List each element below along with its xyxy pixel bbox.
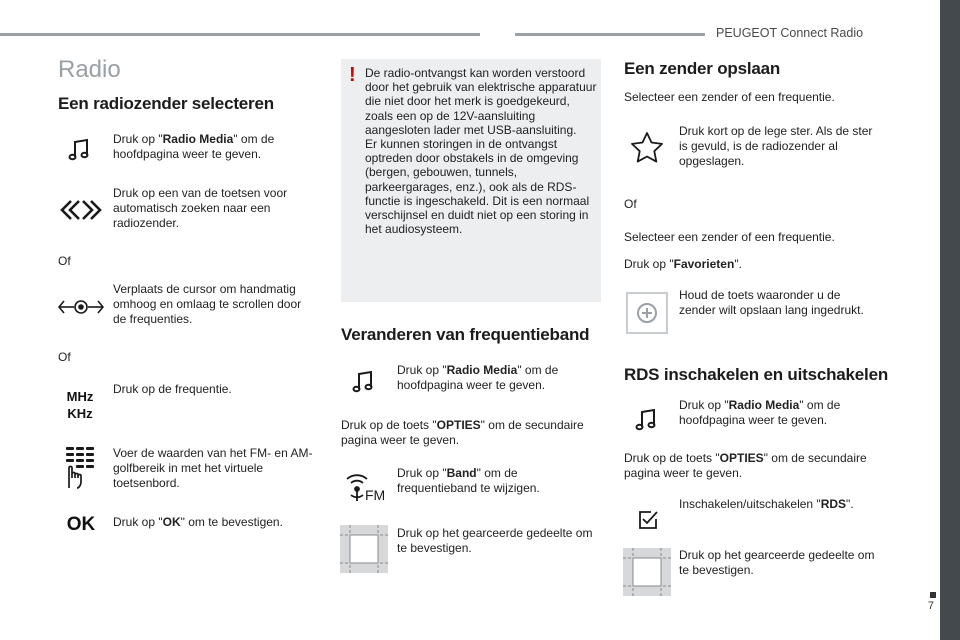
khz-label: KHz xyxy=(67,406,93,421)
keypad-touch-icon xyxy=(60,444,98,490)
music-note-icon xyxy=(348,366,378,396)
mhz-label: MHz xyxy=(66,389,94,404)
or-text-1: Of xyxy=(58,254,71,268)
tuning-slider-icon xyxy=(58,294,104,320)
checkbox-checked-icon xyxy=(636,508,660,532)
step-confirm-ok: Druk op "OK" om te bevestigen. xyxy=(113,515,283,529)
music-note-icon xyxy=(631,404,661,434)
music-note-icon xyxy=(64,134,94,164)
step-radio-media-3: Druk op "Radio Media" om de hoofdpagina weer te geven. xyxy=(679,398,841,427)
star-outline-icon xyxy=(628,129,666,167)
header-rule-left xyxy=(0,33,480,36)
radio-wave-icon xyxy=(343,471,387,507)
step-options: Druk op de toets "OPTIES" om de secundaire pagina weer te geven. xyxy=(341,418,584,447)
intro-select: Selecteer een zender of een frequentie. xyxy=(624,90,835,104)
step-options-2: Druk op de toets "OPTIES" om de secundaire pagina weer te geven. xyxy=(624,451,867,480)
side-bar xyxy=(940,0,960,640)
frequency-unit-icon xyxy=(60,387,100,423)
step-shaded-confirm: Druk op het gearceerde gedeelte om te bevestigen. xyxy=(397,526,593,555)
step-star: Druk kort op de lege ster. Als de ster is gevuld, is de radiozender al opgeslagen. xyxy=(679,124,873,168)
step-manual-tune: Verplaats de cursor om handmatig omhoog en omlaag te scrollen door de frequenties. xyxy=(113,282,302,326)
step-hold-preset: Houd de toets waaronder u de zender wilt opslaan lang ingedrukt. xyxy=(679,288,864,317)
band-fm-label: FM xyxy=(365,487,386,503)
warning-exclamation-icon: ! xyxy=(349,64,356,86)
running-header: PEUGEOT Connect Radio xyxy=(716,26,864,40)
heading-change-band: Veranderen van frequentieband xyxy=(341,325,590,344)
step-shaded-confirm-2: Druk op het gearceerde gedeelte om te bevestigen. xyxy=(679,548,875,577)
step-radio-media-2: Druk op "Radio Media" om de hoofdpagina weer te geven. xyxy=(397,363,559,392)
step-band: Druk op "Band" om de frequentieband te wijzigen. xyxy=(397,466,540,495)
step-rds-toggle: Inschakelen/uitschakelen "RDS". xyxy=(679,497,854,511)
shaded-area-icon xyxy=(340,525,388,573)
step-radio-media: Druk op "Radio Media" om de hoofdpagina weer te geven. xyxy=(113,132,275,161)
step-favorites: Druk op "Favorieten". xyxy=(624,257,742,271)
ok-icon: OK xyxy=(66,514,96,535)
shaded-area-icon xyxy=(623,548,671,596)
seek-arrows-icon xyxy=(58,196,104,224)
intro-select-2: Selecteer een zender of een frequentie. xyxy=(624,230,835,244)
page-number: 7 xyxy=(927,600,934,612)
or-text-3: Of xyxy=(624,197,637,211)
section-title: Radio xyxy=(58,56,121,83)
or-text-2: Of xyxy=(58,350,71,364)
step-auto-seek: Druk op een van de toetsen voor automatisch zoeken naar een radiozender. xyxy=(113,186,288,230)
heading-select-station: Een radiozender selecteren xyxy=(58,94,274,113)
preset-add-icon xyxy=(626,292,668,334)
continue-marker xyxy=(930,592,936,598)
heading-rds: RDS inschakelen en uitschakelen xyxy=(624,365,889,384)
step-virtual-keyboard: Voer de waarden van het FM- en AM-golfbereik in met het virtuele toetsenbord. xyxy=(113,446,313,490)
header-rule-right xyxy=(515,33,705,36)
warning-text: De radio-ontvangst kan worden verstoord door het gebruik van elektrische apparatuur die niet door het merk is goedgekeurd, zoals een op de 12V-aansluiting aangesloten lader met USB-aansluiting. Er kunnen storingen in de ontvangst optreden door obstakels in de omgeving (bergen, gebouwen, tunnels, parkeergarages, enz.), ook als de RDS-functie is ingeschakeld. Dit is een normaal verschijnsel en duidt niet op een storing in het audiosysteem. xyxy=(365,66,597,237)
heading-save-station: Een zender opslaan xyxy=(624,59,781,78)
step-press-frequency: Druk op de frequentie. xyxy=(113,382,232,396)
